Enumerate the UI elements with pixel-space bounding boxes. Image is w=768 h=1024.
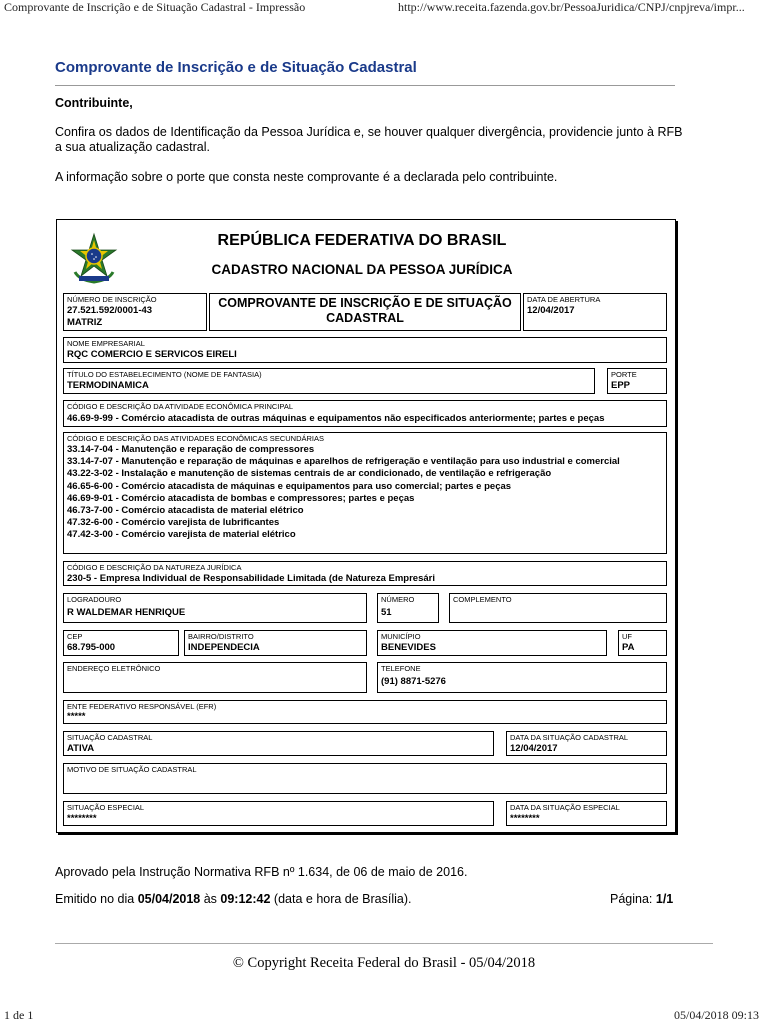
field-efr: ENTE FEDERATIVO RESPONSÁVEL (EFR) ***** <box>63 700 667 724</box>
atividade-principal-value: 46.69-9-99 - Comércio atacadista de outras máquinas e equipamentos não especificados anteriormente; partes e peças <box>67 413 605 424</box>
republic-header: REPÚBLICA FEDERATIVA DO BRASIL <box>217 232 507 249</box>
field-municipio: MUNICÍPIO BENEVIDES <box>377 630 607 656</box>
situacao-cadastral-value: ATIVA <box>67 743 95 754</box>
field-data-situacao-cadastral: DATA DA SITUAÇÃO CADASTRAL 12/04/2017 <box>506 731 667 756</box>
list-item: 46.69-9-01 - Comércio atacadista de bombas e compressores; partes e peças <box>67 492 415 504</box>
field-comprovante-title: COMPROVANTE DE INSCRIÇÃO E DE SITUAÇÃO CADASTRAL <box>209 293 521 331</box>
field-cep: CEP 68.795-000 <box>63 630 179 656</box>
list-item: 47.42-3-00 - Comércio varejista de material elétrico <box>67 529 296 541</box>
intro-paragraph-1: Confira os dados de Identificação da Pessoa Jurídica e, se houver qualquer divergência, providencie junto à RFB a sua atualização cadastral. <box>55 125 683 154</box>
field-atividades-secundarias: CÓDIGO E DESCRIÇÃO DAS ATIVIDADES ECONÔMICAS SECUNDÁRIAS 33.14-7-04 - Manutenção e reparação de compressores 33.14-7-07 - Manutenção e reparação de máquinas e aparelhos de refrigeração e ventilação para uso industrial e comercial 43.22-3-02 - Instalação e manutenção de sistemas centrais de ar condicionado, de ventilação e refrigeração 46.65-6-00 - Comércio atacadista de máquinas e equipamentos para uso comercial; partes e peças 46.69-9-01 - Comércio atacadista de bombas e compressores; partes e peças 46.73-7-00 - Comércio atacadista de material elétrico 47.32-6-00 - Comércio varejista de lubrificantes 47.42-3-00 - Comércio varejista de material elétrico <box>63 432 667 554</box>
numero-value: 51 <box>381 607 392 618</box>
field-numero-inscricao: NÚMERO DE INSCRIÇÃO 27.521.592/0001-43 MATRIZ <box>63 293 207 331</box>
atividades-secundarias-list <box>67 444 657 542</box>
data-abertura-value: 12/04/2017 <box>527 305 575 316</box>
field-uf: UF PA <box>618 630 667 656</box>
list-item: 46.65-6-00 - Comércio atacadista de máquinas e equipamentos para uso comercial; partes e peças <box>67 480 512 492</box>
cep-value: 68.795-000 <box>67 642 116 653</box>
field-telefone: TELEFONE (91) 8871-5276 <box>377 662 667 693</box>
field-endereco-eletronico: ENDEREÇO ELETRÔNICO <box>63 662 367 693</box>
field-numero: NÚMERO 51 <box>377 593 439 623</box>
municipio-value: BENEVIDES <box>381 642 436 653</box>
tipo-estabelecimento-value: MATRIZ <box>67 317 103 328</box>
greeting: Contribuinte, <box>55 96 133 110</box>
cnpj-card <box>56 219 676 833</box>
field-natureza-juridica: CÓDIGO E DESCRIÇÃO DA NATUREZA JURÍDICA 230-5 - Empresa Individual de Responsabilidade Limitada (de Natureza Empresári <box>63 561 667 586</box>
intro-paragraph-2: A informação sobre o porte que consta neste comprovante é a declarada pelo contribuinte. <box>55 170 558 184</box>
title-divider <box>55 85 675 86</box>
logradouro-value: R WALDEMAR HENRIQUE <box>67 607 186 618</box>
emitido-text: Emitido no dia 05/04/2018 às 09:12:42 (data e hora de Brasília). <box>55 892 412 906</box>
page-title: Comprovante de Inscrição e de Situação Cadastral <box>55 59 417 76</box>
field-logradouro: LOGRADOURO R WALDEMAR HENRIQUE <box>63 593 367 623</box>
list-item: 33.14-7-04 - Manutenção e reparação de compressores <box>67 444 315 455</box>
field-atividade-principal: CÓDIGO E DESCRIÇÃO DA ATIVIDADE ECONÔMICA PRINCIPAL 46.69-9-99 - Comércio atacadista de outras máquinas e equipamentos não especificados anteriormente; partes e peças <box>63 400 667 427</box>
field-nome-empresarial: NOME EMPRESARIAL RQC COMERCIO E SERVICOS EIRELI <box>63 337 667 363</box>
field-titulo-estabelecimento: TÍTULO DO ESTABELECIMENTO (NOME DE FANTASIA) TERMODINAMICA <box>63 368 595 394</box>
list-item: 47.32-6-00 - Comércio varejista de lubrificantes <box>67 517 280 529</box>
natureza-juridica-value: 230-5 - Empresa Individual de Responsabilidade Limitada (de Natureza Empresári <box>67 573 435 584</box>
porte-value: EPP <box>611 380 631 391</box>
data-situacao-especial-value: ******** <box>510 813 540 824</box>
uf-value: PA <box>622 642 635 653</box>
nome-empresarial-value: RQC COMERCIO E SERVICOS EIRELI <box>67 349 237 360</box>
brazil-coat-of-arms-icon <box>69 232 119 284</box>
field-bairro: BAIRRO/DISTRITO INDEPENDECIA <box>184 630 367 656</box>
field-porte: PORTE EPP <box>607 368 667 394</box>
field-motivo-situacao: MOTIVO DE SITUAÇÃO CADASTRAL <box>63 763 667 794</box>
field-data-abertura: DATA DE ABERTURA 12/04/2017 <box>523 293 667 331</box>
telefone-value: (91) 8871-5276 <box>381 676 446 687</box>
titulo-estabelecimento-value: TERMODINAMICA <box>67 380 149 391</box>
pagina-text: Página: 1/1 <box>610 892 674 906</box>
aprovado-text: Aprovado pela Instrução Normativa RFB nº 1.634, de 06 de maio de 2016. <box>55 865 468 879</box>
print-footer-page-count: 1 de 1 <box>4 1008 34 1022</box>
field-situacao-especial: SITUAÇÃO ESPECIAL ******** <box>63 801 494 826</box>
print-footer-datetime: 05/04/2018 09:13 <box>674 1008 760 1022</box>
cnpj-header: CADASTRO NACIONAL DA PESSOA JURÍDICA <box>211 262 513 277</box>
list-item: 33.14-7-07 - Manutenção e reparação de máquinas e aparelhos de refrigeração e ventilação para uso industrial e comercial <box>67 456 620 468</box>
list-item: 46.73-7-00 - Comércio atacadista de material elétrico <box>67 505 304 517</box>
copyright: © Copyright Receita Federal do Brasil - 05/04/2018 <box>232 955 536 971</box>
bairro-value: INDEPENDECIA <box>188 642 260 653</box>
field-situacao-cadastral: SITUAÇÃO CADASTRAL ATIVA <box>63 731 494 756</box>
list-item: 43.22-3-02 - Instalação e manutenção de sistemas centrais de ar condicionado, de ventilação e refrigeração <box>67 468 552 480</box>
footer-divider <box>55 943 713 944</box>
field-data-situacao-especial: DATA DA SITUAÇÃO ESPECIAL ******** <box>506 801 667 826</box>
field-complemento: COMPLEMENTO <box>449 593 667 623</box>
data-situacao-cadastral-value: 12/04/2017 <box>510 743 558 754</box>
situacao-especial-value: ******** <box>67 813 97 824</box>
print-header-title: Comprovante de Inscrição e de Situação Cadastral - Impressão <box>4 0 306 14</box>
efr-value: ***** <box>67 711 86 722</box>
print-header-url: http://www.receita.fazenda.gov.br/PessoaJuridica/CNPJ/cnpjreva/impr... <box>398 0 745 14</box>
numero-inscricao-value: 27.521.592/0001-43 <box>67 305 153 316</box>
